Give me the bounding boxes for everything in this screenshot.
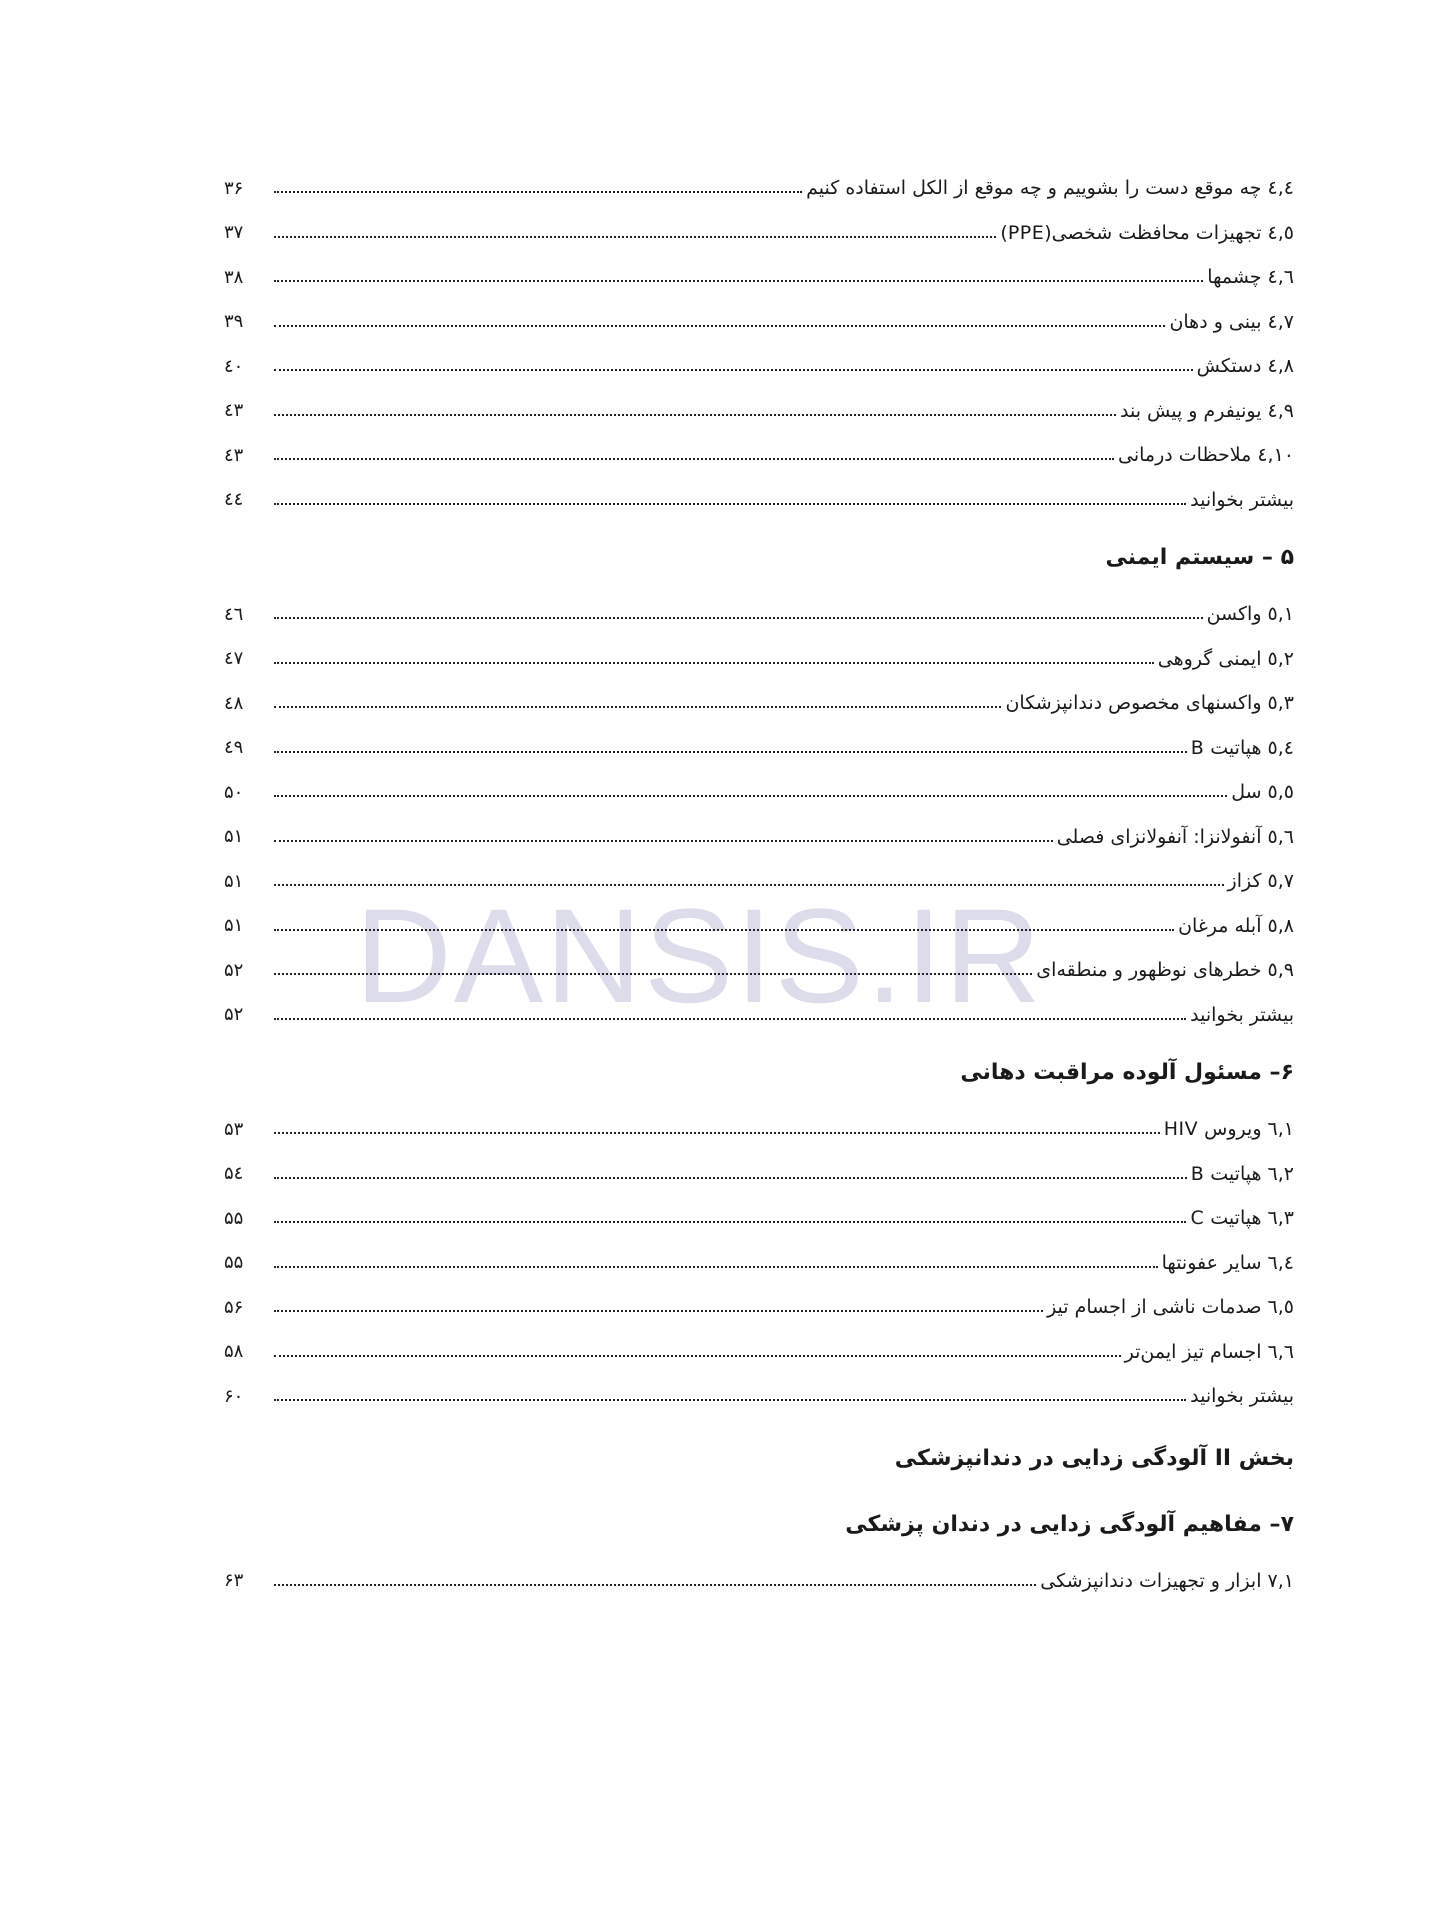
- toc-leader-dots: [274, 840, 1053, 842]
- toc-page-number: ٤٦: [224, 603, 244, 625]
- toc-page-number: ٤۹: [224, 737, 244, 759]
- toc-entry[interactable]: [224, 1285, 1294, 1330]
- toc-page-number: ۵۱: [224, 915, 244, 937]
- toc-page-number: ۵۰: [224, 781, 244, 803]
- toc-entry-title: ٥,٦ آنفولانزا: آنفولانزای فصلی: [1056, 825, 1294, 848]
- toc-entry[interactable]: [224, 815, 1294, 860]
- toc-leader-dots: [274, 1399, 1186, 1401]
- toc-entry[interactable]: [224, 1374, 1294, 1419]
- toc-entry-title: ٤,٤ چه موقع دست را بشوییم و چه موقع از الکل استفاده کنیم: [806, 177, 1294, 200]
- toc-entry[interactable]: [224, 948, 1294, 993]
- table-of-contents: [224, 166, 1294, 1603]
- toc-entry[interactable]: [224, 993, 1294, 1038]
- toc-entry-title: ٥,٧ کزاز: [1227, 870, 1294, 893]
- toc-entry[interactable]: [224, 255, 1294, 300]
- toc-page-number: ۵۵: [224, 1207, 244, 1229]
- toc-entry[interactable]: [224, 637, 1294, 682]
- toc-entry[interactable]: [224, 681, 1294, 726]
- toc-entry[interactable]: [224, 1559, 1294, 1604]
- toc-entry-title: ٤,٥ تجهیزات محافظت شخصی(PPE): [1000, 221, 1294, 244]
- toc-page-number: ۳۷: [224, 222, 244, 244]
- toc-entry[interactable]: [224, 433, 1294, 478]
- toc-page-number: ۵۲: [224, 959, 244, 981]
- toc-entry-title: ٤,٨ دستکش: [1196, 355, 1294, 378]
- toc-entry[interactable]: [224, 300, 1294, 345]
- toc-leader-dots: [274, 795, 1227, 797]
- toc-leader-dots: [274, 1221, 1186, 1223]
- toc-entry-title: ٦,٣ هپاتیت C: [1190, 1207, 1294, 1230]
- toc-page-number: ۵۶: [224, 1296, 244, 1318]
- toc-entry-title: بیشتر بخوانید: [1190, 1385, 1294, 1408]
- toc-leader-dots: [274, 973, 1032, 975]
- toc-page-number: ۶۳: [224, 1570, 244, 1592]
- toc-leader-dots: [274, 1132, 1160, 1134]
- toc-leader-dots: [274, 751, 1187, 753]
- toc-entry-title: بیشتر بخوانید: [1190, 488, 1294, 511]
- toc-entry[interactable]: [224, 770, 1294, 815]
- toc-entry-title: ٤,٧ بینی و دهان: [1169, 310, 1294, 333]
- part-heading: بخش II آلودگی زدایی در دندانپزشکی: [894, 1445, 1294, 1471]
- toc-leader-dots: [274, 236, 996, 238]
- toc-page-number: ۶۰: [224, 1385, 244, 1407]
- toc-entry[interactable]: [224, 1107, 1294, 1152]
- toc-leader-dots: [274, 325, 1165, 327]
- toc-entry[interactable]: [224, 726, 1294, 771]
- toc-entry[interactable]: [224, 859, 1294, 904]
- chapter-heading: ۵ – سیستم ایمنی: [1105, 545, 1294, 570]
- toc-entry-title: ٦,٤ سایر عفونتها: [1161, 1251, 1294, 1274]
- toc-leader-dots: [274, 414, 1116, 416]
- toc-leader-dots: [274, 1584, 1036, 1586]
- chapter-heading: ۷– مفاهیم آلودگی زدایی در دندان پزشکی: [845, 1511, 1294, 1537]
- toc-page-number: ۳۹: [224, 311, 244, 333]
- toc-entry-title: ٥,١ واکسن: [1206, 603, 1294, 626]
- toc-entry-title: ٦,٥ صدمات ناشی از اجسام تیز: [1047, 1296, 1294, 1319]
- toc-entry-title: ٥,٨ آبله مرغان: [1178, 914, 1294, 937]
- toc-leader-dots: [274, 503, 1186, 505]
- toc-entry[interactable]: [224, 1241, 1294, 1286]
- toc-entry-title: ٥,٣ واکسنهای مخصوص دندانپزشکان: [1005, 692, 1294, 715]
- toc-entry-title: ٥,٤ هپاتیت B: [1190, 736, 1294, 759]
- toc-page-number: ۵۱: [224, 826, 244, 848]
- toc-leader-dots: [274, 1018, 1186, 1020]
- toc-entry[interactable]: [224, 1196, 1294, 1241]
- toc-entry[interactable]: [224, 1152, 1294, 1197]
- toc-page-number: ٤۸: [224, 692, 244, 714]
- toc-leader-dots: [274, 280, 1203, 282]
- toc-entry-title: بیشتر بخوانید: [1190, 1003, 1294, 1026]
- toc-entry-title: ٦,١ ویروس HIV: [1163, 1118, 1294, 1141]
- toc-entry-title: ٥,٩ خطرهای نوظهور و منطقه‌ای: [1036, 959, 1294, 982]
- toc-leader-dots: [274, 458, 1114, 460]
- toc-leader-dots: [274, 1177, 1187, 1179]
- toc-page-number: ۵۲: [224, 1004, 244, 1026]
- toc-page-number: ۵۵: [224, 1252, 244, 1274]
- toc-page-number: ٤۰: [224, 355, 244, 377]
- toc-leader-dots: [274, 884, 1224, 886]
- toc-leader-dots: [274, 1355, 1121, 1357]
- watermark: DANSIS.IR: [355, 882, 1044, 1031]
- toc-leader-dots: [274, 617, 1203, 619]
- toc-entry-title: ٧,١ ابزار و تجهیزات دندانپزشکی: [1040, 1569, 1294, 1592]
- toc-page-number: ٤۷: [224, 648, 244, 670]
- toc-entry-title: ٤,٩ یونیفرم و پیش بند: [1119, 399, 1294, 422]
- toc-entry[interactable]: [224, 1330, 1294, 1375]
- chapter-heading: ۶– مسئول آلوده مراقبت دهانی: [960, 1060, 1294, 1085]
- toc-entry[interactable]: [224, 211, 1294, 256]
- toc-page-number: ۵۱: [224, 870, 244, 892]
- toc-entry[interactable]: [224, 389, 1294, 434]
- toc-leader-dots: [274, 1310, 1043, 1312]
- toc-entry-title: ٦,٢ هپاتیت B: [1190, 1162, 1294, 1185]
- toc-entry-title: ٥,٥ سل: [1231, 781, 1294, 804]
- toc-entry[interactable]: [224, 478, 1294, 523]
- toc-entry-title: ٤,١٠ ملاحظات درمانی: [1118, 444, 1294, 467]
- toc-entry-title: ٥,٢ ایمنی گروهی: [1157, 647, 1294, 670]
- toc-page-number: ٤۳: [224, 400, 244, 422]
- toc-page-number: ۳۶: [224, 177, 244, 199]
- toc-page-number: ۳۸: [224, 266, 244, 288]
- toc-leader-dots: [274, 1266, 1158, 1268]
- toc-page-number: ۵۸: [224, 1341, 244, 1363]
- toc-entry[interactable]: [224, 904, 1294, 949]
- toc-leader-dots: [274, 369, 1193, 371]
- toc-entry[interactable]: [224, 592, 1294, 637]
- toc-leader-dots: [274, 929, 1174, 931]
- toc-page-number: ۵٤: [224, 1163, 244, 1185]
- toc-page-number: ٤٤: [224, 489, 244, 511]
- toc-leader-dots: [274, 662, 1154, 664]
- toc-entry[interactable]: [224, 344, 1294, 389]
- toc-page-number: ٤۳: [224, 444, 244, 466]
- toc-page-number: ۵۳: [224, 1118, 244, 1140]
- toc-entry[interactable]: [224, 166, 1294, 211]
- toc-entry-title: ٦,٦ اجسام تیز ایمن‌تر: [1124, 1340, 1294, 1363]
- toc-leader-dots: [274, 706, 1001, 708]
- toc-leader-dots: [274, 191, 802, 193]
- toc-entry-title: ٤,٦ چشمها: [1207, 266, 1294, 289]
